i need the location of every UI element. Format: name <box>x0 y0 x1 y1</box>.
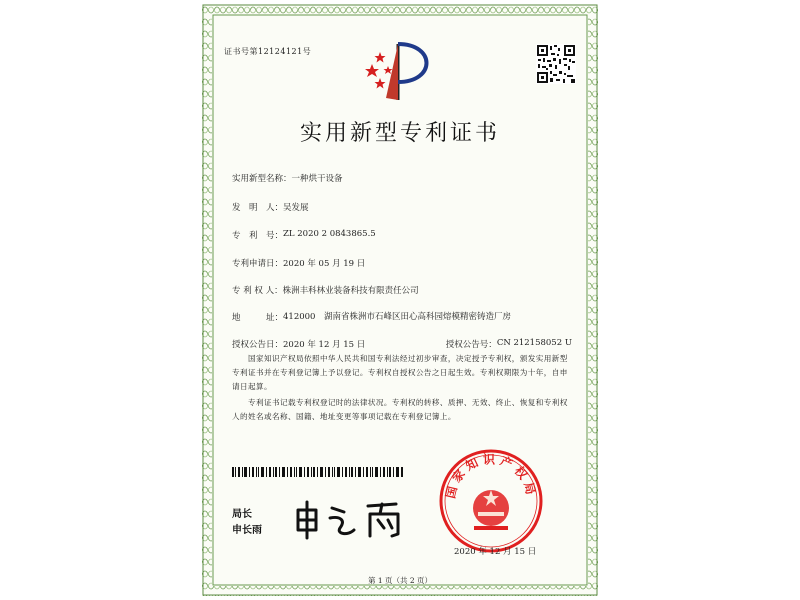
field-application-date <box>232 257 365 269</box>
patent-office-logo-icon <box>358 38 438 104</box>
field-address <box>232 311 562 323</box>
field-value: 吴发展 <box>283 203 309 213</box>
field-label: 实用新型名称： <box>232 174 292 184</box>
field-value: 一种烘干设备 <box>291 174 343 184</box>
field-utility-name <box>232 172 343 184</box>
field-value: 412000 湖南省株洲市石峰区田心高科园熔模精密铸造厂房 <box>283 312 511 322</box>
handwritten-signature-icon <box>292 498 412 540</box>
publication-number-value: CN 212158052 U <box>496 338 572 348</box>
grant-date-value: 2020 年 12 月 15 日 <box>283 340 366 350</box>
director-title: 局长 <box>232 509 252 520</box>
seal-arc-text: 国家知识产权局 <box>443 452 539 500</box>
field-patent-number <box>232 229 376 241</box>
field-patentee <box>232 284 419 296</box>
certificate-number: 证书号第12124121号 <box>224 47 312 56</box>
qr-code-icon <box>536 44 576 84</box>
field-value: 株洲丰科林业装备科技有限责任公司 <box>282 286 419 296</box>
director-name: 申长雨 <box>232 525 262 536</box>
grant-date-label: 授权公告日： <box>232 340 284 350</box>
field-value: 2020 年 05 月 19 日 <box>283 259 366 269</box>
certificate-paragraph: 国家知识产权局依照中华人民共和国专利法经过初步审查，决定授予专利权，颁发实用新型专利证书并在专利登记簿上予以登记。专利权自授权公告之日起生效。专利权期限为十年，自申请日起算。 <box>232 354 568 391</box>
page-footer: 第 1 页（共 2 页） <box>367 576 433 585</box>
barcode-icon <box>232 467 404 477</box>
seal-date: 2020 年 12 月 15 日 <box>454 547 537 557</box>
field-inventor <box>232 201 309 213</box>
publication-number-label: 授权公告号： <box>445 340 497 350</box>
field-grant-row <box>232 338 572 350</box>
field-label: 地 址： <box>232 313 284 323</box>
field-label: 专利申请日： <box>232 259 284 269</box>
official-seal-icon <box>436 446 546 556</box>
field-label: 发 明 人： <box>232 203 284 213</box>
field-label: 专 利 号： <box>232 231 284 241</box>
field-label: 专 利 权 人： <box>232 286 283 296</box>
field-value: ZL 2020 2 0843865.5 <box>283 229 376 239</box>
certificate-paragraph: 专利证书记载专利权登记时的法律状况。专利权的转移、质押、无效、终止、恢复和专利权人的姓名或名称、国籍、地址变更等事项记载在专利登记簿上。 <box>232 398 568 421</box>
certificate-title: 实用新型专利证书 <box>299 121 500 146</box>
